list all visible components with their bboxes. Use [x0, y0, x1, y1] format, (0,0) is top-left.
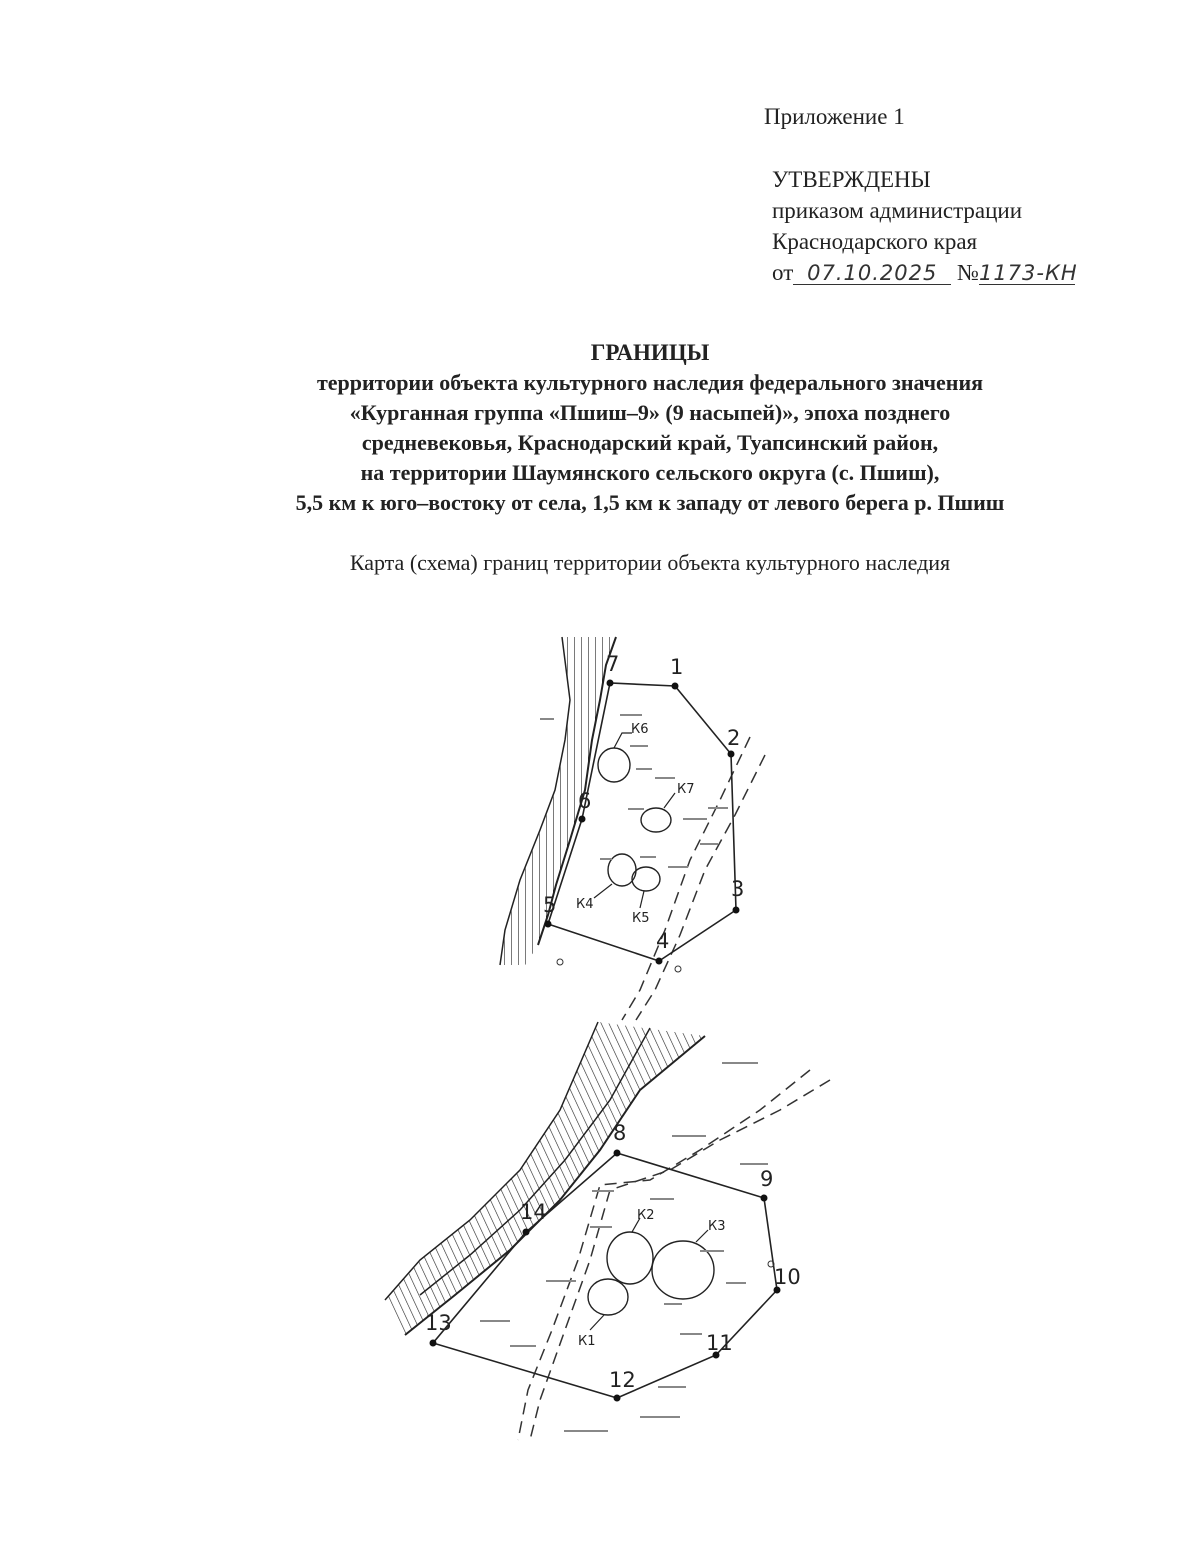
- title-line-2: «Курганная группа «Пшиш–9» (9 насыпей)», эпоха позднего: [349, 400, 951, 425]
- point-label-8: 8: [613, 1121, 627, 1145]
- approved-heading: УТВЕРЖДЕНЫ: [772, 167, 931, 192]
- point-label-3: 3: [731, 877, 745, 901]
- point-label-11: 11: [706, 1331, 733, 1355]
- point-label-13: 13: [425, 1311, 452, 1335]
- slope-hatch-upper: [500, 637, 616, 965]
- point-label-10: 10: [774, 1265, 801, 1289]
- point-label-2: 2: [727, 726, 741, 750]
- appendix-label: Приложение 1: [764, 104, 905, 129]
- mound-label-k3: К3: [708, 1219, 726, 1234]
- title-line-5: 5,5 км к юго–востоку от села, 1,5 км к западу от левого берега р. Пшиш: [295, 490, 1005, 515]
- mound-label-k7: К7: [677, 782, 695, 797]
- title-line-4: на территории Шаумянского сельского округа (с. Пшиш),: [360, 460, 940, 485]
- boundary-polygon-lower: [433, 1153, 777, 1398]
- date-prefix: от: [772, 260, 794, 285]
- title-line-1: территории объекта культурного наследия федерального значения: [316, 370, 984, 395]
- mound-label-k4: К4: [576, 897, 594, 912]
- point-label-4: 4: [656, 929, 670, 953]
- approved-by-line1: приказом администрации: [772, 198, 1023, 223]
- point-label-14: 14: [520, 1200, 547, 1224]
- title-main: ГРАНИЦЫ: [590, 340, 710, 365]
- order-date: 07.10.2025: [793, 262, 951, 285]
- slope-hatch-lower: [385, 1022, 705, 1335]
- map-caption: Карта (схема) границ территории объекта культурного наследия: [349, 550, 951, 575]
- point-label-5: 5: [543, 893, 557, 917]
- approved-by-line2: Краснодарского края: [772, 229, 978, 254]
- point-label-1: 1: [670, 655, 684, 679]
- mound-label-k6: К6: [631, 722, 649, 737]
- point-label-7: 7: [606, 652, 620, 676]
- mound-label-k5: К5: [632, 911, 650, 926]
- number-prefix: №: [957, 260, 979, 285]
- mound-label-k1: К1: [578, 1334, 596, 1349]
- order-number: 1173-КН: [978, 261, 1078, 285]
- point-label-6: 6: [578, 789, 592, 813]
- mound-label-k2: К2: [637, 1208, 655, 1223]
- point-label-9: 9: [760, 1167, 774, 1191]
- point-label-12: 12: [609, 1368, 636, 1392]
- title-line-3: средневековья, Краснодарский край, Туапсинский район,: [361, 430, 939, 455]
